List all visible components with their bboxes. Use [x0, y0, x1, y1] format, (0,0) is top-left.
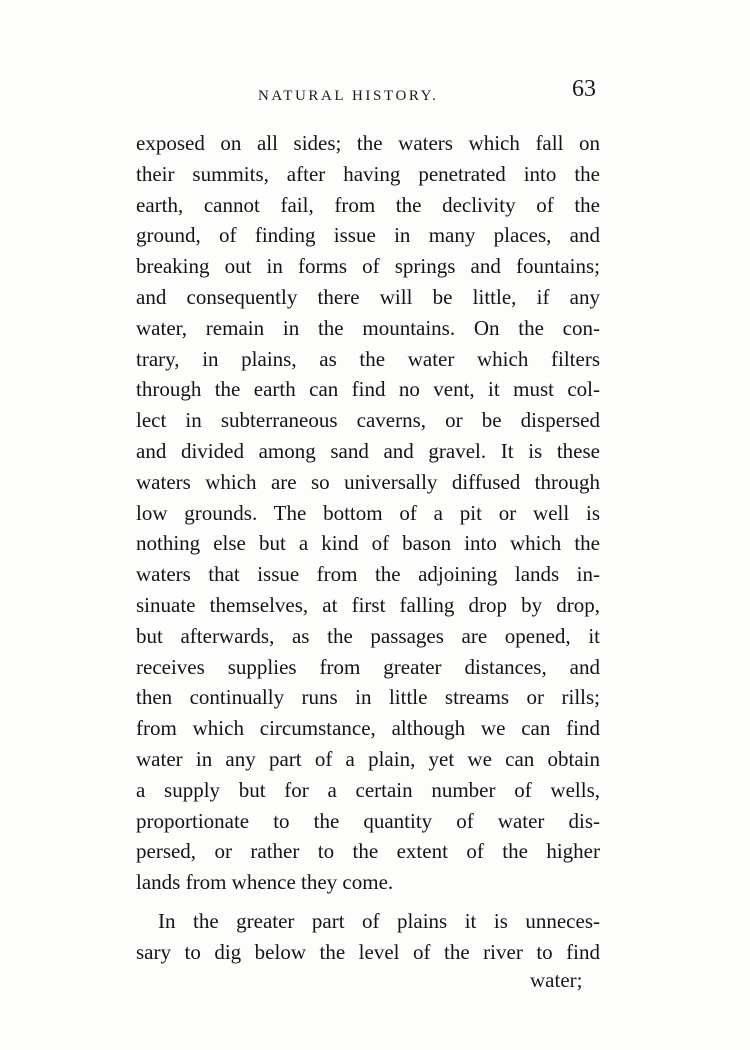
text-line: waters which are so universally diffused through	[136, 469, 600, 494]
text-line: sinuate themselves, at first falling drop by drop,	[136, 592, 600, 617]
text-line: sary to dig below the level of the river to find	[136, 939, 600, 964]
text-line: proportionate to the quantity of water dis-	[136, 808, 600, 833]
text-line: their summits, after having penetrated into the	[136, 161, 600, 186]
text-line: earth, cannot fail, from the declivity of the	[136, 192, 600, 217]
text-line: trary, in plains, as the water which filters	[136, 346, 600, 371]
text-line: In the greater part of plains it is unneces-	[158, 908, 600, 933]
text-line: persed, or rather to the extent of the higher	[136, 839, 600, 864]
catchword: water;	[530, 968, 583, 992]
paragraph	[136, 128, 600, 898]
text-line: lect in subterraneous caverns, or be dispersed	[136, 408, 600, 433]
text-line: breaking out in forms of springs and fountains;	[136, 254, 600, 279]
text-line: receives supplies from greater distances, and	[136, 654, 600, 679]
running-title: NATURAL HISTORY.	[258, 88, 439, 104]
paragraph	[136, 906, 600, 968]
text-line: and consequently there will be little, if any	[136, 284, 600, 309]
text-line: exposed on all sides; the waters which fall on	[136, 131, 600, 155]
text-line: then continually runs in little streams or rills;	[136, 685, 600, 710]
text-line: from which circumstance, although we can find	[136, 716, 600, 741]
text-line: water in any part of a plain, yet we can obtain	[136, 746, 600, 771]
text-line: and divided among sand and gravel. It is these	[136, 438, 600, 463]
text-line: nothing else but a kind of bason into which the	[136, 531, 600, 556]
text-line: waters that issue from the adjoining lands in-	[136, 562, 600, 587]
text-line: through the earth can find no vent, it must col-	[136, 377, 600, 402]
paragraph-spacer	[136, 898, 600, 906]
text-line: ground, of finding issue in many places, and	[136, 223, 600, 248]
body-text	[136, 128, 600, 968]
text-line: a supply but for a certain number of wells,	[136, 777, 600, 802]
text-line: but afterwards, as the passages are opened, it	[136, 623, 600, 648]
text-line: water, remain in the mountains. On the con-	[136, 315, 600, 340]
text-line: low grounds. The bottom of a pit or well is	[136, 500, 600, 525]
text-line: lands from whence they come.	[136, 870, 394, 895]
page-number: 63	[572, 76, 596, 102]
